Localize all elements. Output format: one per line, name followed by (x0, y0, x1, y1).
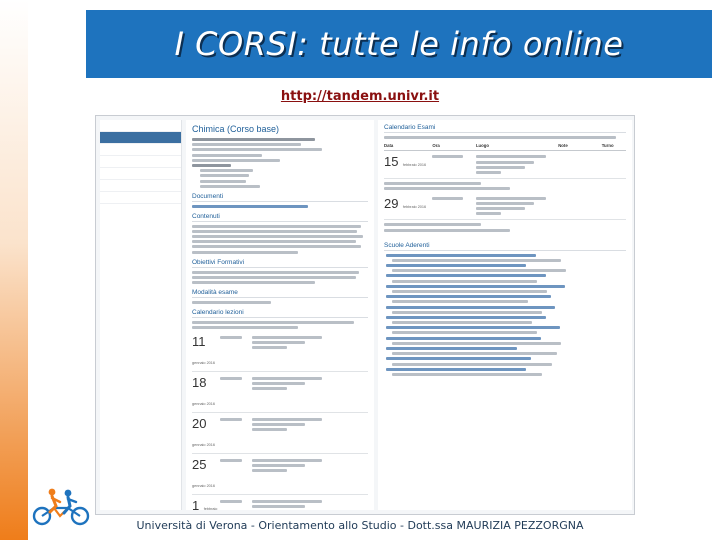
school-list-line (392, 331, 537, 334)
school-list-line[interactable] (386, 347, 517, 350)
schools-list (384, 254, 626, 376)
lesson-day: 11 (192, 334, 206, 350)
course-info-line (200, 185, 260, 188)
lessons-note-line (192, 326, 298, 329)
lesson-month: gennaio 2016 (192, 402, 216, 407)
tandem-link[interactable] (0, 89, 720, 104)
exam-type-line (384, 182, 481, 185)
school-list-line[interactable] (386, 368, 526, 371)
course-title: Chimica (Corso base) (192, 124, 280, 134)
objectives-line (192, 281, 315, 284)
course-info-line (192, 159, 280, 162)
exams-note-line (384, 136, 616, 139)
exam-col-place: Luogo (475, 143, 490, 149)
exam-month: febbraio 2016 (402, 204, 427, 209)
school-list-line[interactable] (386, 337, 541, 340)
contents-line (192, 225, 361, 228)
school-list-line[interactable] (386, 316, 546, 319)
website-screenshot (95, 115, 635, 515)
exam-row (384, 151, 626, 179)
lesson-month: febbraio (203, 507, 218, 510)
exam-day: 29 (384, 195, 399, 211)
sidebar-item[interactable] (100, 192, 181, 204)
exam-table-header (384, 141, 626, 151)
school-list-line[interactable] (386, 295, 551, 298)
lessons-note-line (192, 321, 354, 324)
exam-type-line (384, 223, 481, 226)
lessons-heading: Calendario lezioni (192, 309, 368, 318)
lesson-day: 20 (192, 416, 207, 432)
school-list-line (392, 259, 561, 262)
course-info-line (192, 138, 315, 141)
school-list-line[interactable] (386, 285, 565, 288)
school-list-line (392, 321, 532, 324)
lesson-row (192, 331, 368, 372)
sidebar-item[interactable] (100, 144, 181, 156)
exam-type-line (384, 187, 510, 190)
tandem-link-text[interactable]: http://tandem.univr.it (280, 89, 440, 104)
sidebar-item[interactable] (100, 180, 181, 192)
course-info-line (192, 148, 322, 151)
school-list-line (392, 342, 561, 345)
modality-line (192, 301, 271, 304)
contents-line (192, 230, 357, 233)
contents-line (192, 240, 356, 243)
school-list-line[interactable] (386, 306, 555, 309)
school-list-line (392, 352, 557, 355)
lesson-day: 25 (192, 457, 207, 473)
course-info-line (192, 164, 231, 167)
document-link[interactable] (192, 205, 308, 208)
exam-col-shift: Turno (601, 143, 614, 149)
slide-title: I CORSI: tutte le info online (174, 25, 624, 63)
slide-footer: Università di Verona - Orientamento allo Studio - Dott.ssa MAURIZIA PEZZORGNA (136, 519, 584, 532)
school-list-line (392, 373, 542, 376)
school-list-line (392, 280, 537, 283)
objectives-heading: Obiettivi Formativi (192, 259, 368, 268)
course-info-line (192, 143, 301, 146)
school-list-line[interactable] (386, 254, 536, 257)
school-list-line[interactable] (386, 357, 531, 360)
objectives-line (192, 276, 356, 279)
exam-month: febbraio 2016 (402, 163, 427, 168)
school-list-line (392, 290, 547, 293)
accent-stripe (0, 0, 28, 540)
sidebar-item-active[interactable] (100, 132, 181, 144)
course-info-line (192, 154, 262, 157)
exams-and-schools-panel (378, 120, 632, 510)
course-info-line (200, 169, 253, 172)
lesson-month: gennaio 2016 (192, 484, 216, 489)
exam-col-notes: Note (558, 143, 568, 149)
school-list-line (392, 311, 542, 314)
sidebar-item[interactable] (100, 168, 181, 180)
sidebar-item[interactable] (100, 156, 181, 168)
exam-col-date: Data (384, 143, 394, 149)
course-info-line (200, 180, 246, 183)
exam-type-line (384, 229, 510, 232)
contents-line (192, 245, 361, 248)
exam-row (384, 193, 626, 221)
lesson-day: 1 (192, 498, 200, 510)
lesson-month: gennaio 2016 (192, 361, 216, 366)
exams-heading: Calendario Esami (384, 124, 626, 133)
school-list-line[interactable] (386, 264, 526, 267)
course-sidebar (100, 120, 182, 510)
lesson-row (192, 495, 368, 510)
lesson-row (192, 413, 368, 454)
course-main-panel (186, 120, 374, 510)
objectives-line (192, 271, 359, 274)
schools-heading: Scuole Aderenti (384, 242, 626, 251)
school-list-line (392, 363, 552, 366)
exam-modality-heading: Modalità esame (192, 289, 368, 298)
documents-heading: Documenti (192, 193, 368, 202)
lesson-row (192, 454, 368, 495)
title-bar (86, 10, 712, 78)
exam-col-time: Ora (432, 143, 440, 149)
lesson-row (192, 372, 368, 413)
school-list-line[interactable] (386, 326, 560, 329)
exam-day: 15 (384, 154, 399, 170)
course-info-line (200, 174, 249, 177)
school-list-line[interactable] (386, 274, 546, 277)
contents-heading: Contenuti (192, 213, 368, 222)
school-list-line (392, 300, 528, 303)
contents-line (192, 235, 363, 238)
lesson-day: 18 (192, 375, 207, 391)
sidebar-item-heading (100, 120, 181, 132)
lesson-month: gennaio 2016 (192, 443, 216, 448)
school-list-line (392, 269, 566, 272)
contents-line (192, 251, 298, 254)
